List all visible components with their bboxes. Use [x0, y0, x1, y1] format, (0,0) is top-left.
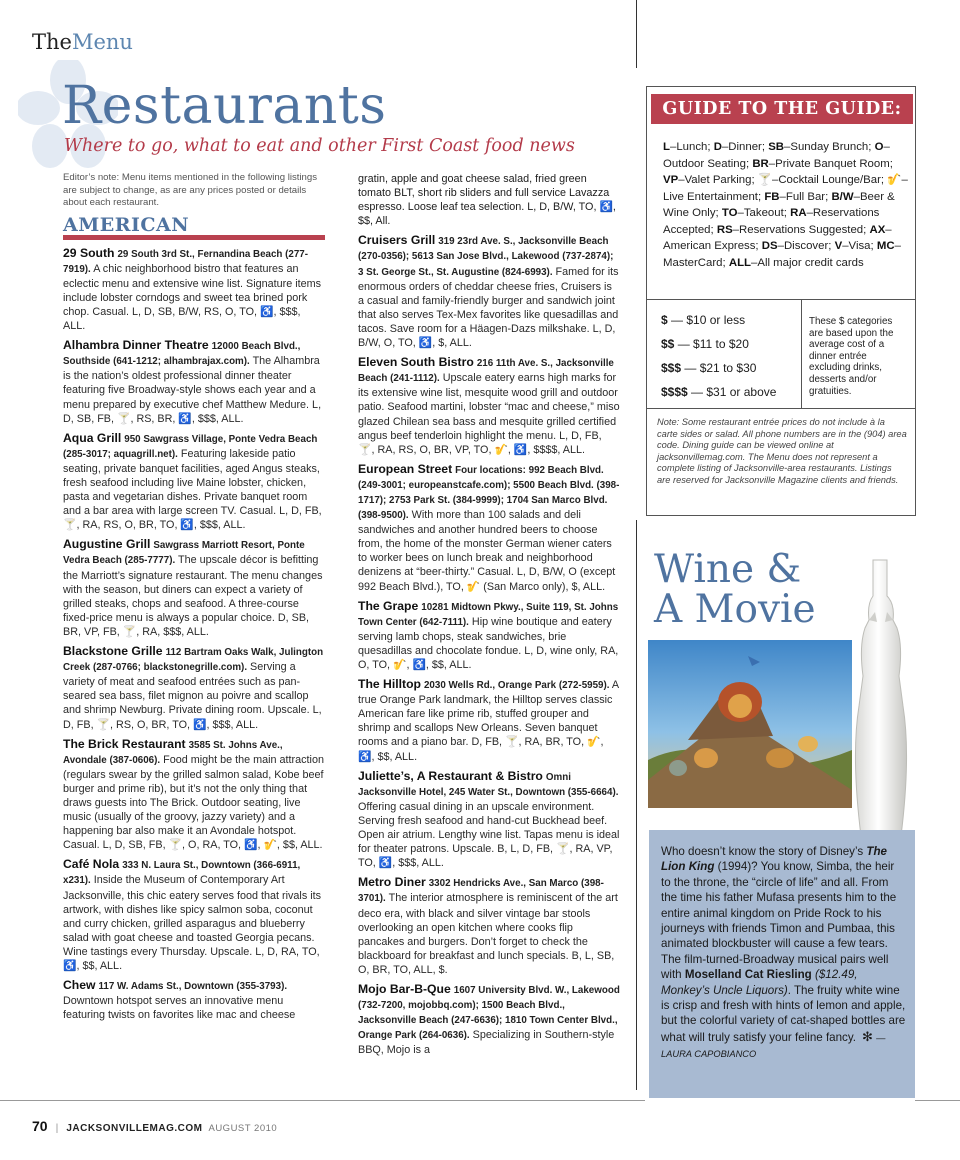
restaurant-address: 216 11th Ave. S., Jacksonville Beach (241-1112). [358, 358, 614, 385]
restaurant-description: Food might be the main attraction (regulars swear by the grilled salmon salad, Kobe beef burger and prime rib), but it’s not the only thing that draws guests into The Brick. Outdoor seating, live music (usually of the groovy, jazzy variety) and a happening bar also make it an Avondale hotspot. Casual. L, D, SB, FB, 🍸, O, RA, TO, ♿, 🎷, $$, ALL. [63, 753, 324, 852]
section-label: TheMenu [32, 30, 133, 54]
restaurant-address: Omni Jacksonville Hotel, 245 Water St., Downtown (355-6664). [358, 771, 619, 798]
price-range: — $11 to $20 [677, 337, 749, 351]
price-symbol: $$$ [661, 361, 682, 375]
restaurant-name: Augustine Grill [63, 537, 151, 552]
page-number: 70 [32, 1118, 48, 1134]
restaurant-name: Mojo Bar-B-Que [358, 981, 451, 996]
legend-code: 🍸 [757, 174, 772, 186]
price-row [661, 356, 803, 380]
legend-label: Sunday Brunch [790, 141, 869, 153]
restaurant-list [358, 233, 620, 1057]
restaurant-address: 3585 St. Johns Ave., Avondale (387-0606). [63, 739, 283, 766]
restaurant-entry [63, 338, 325, 426]
restaurant-entry [63, 246, 325, 334]
legend-label: Private Banquet Room [775, 157, 890, 170]
price-symbol: $$ [661, 337, 675, 351]
restaurant-entry [63, 537, 325, 639]
price-range: — $31 or above [691, 385, 777, 399]
editors-note: Editor’s note: Menu items mentioned in the following listings are subject to change, as are any prices posted or details about each restaurant. [63, 172, 318, 208]
price-row [661, 380, 803, 404]
legend-label: MasterCard [663, 256, 723, 269]
byline: —LAURA CAPOBIANCO [661, 1032, 886, 1060]
legend-item: RS–Reservations Suggested [716, 223, 864, 236]
restaurant-description: With more than 100 salads and deli sandwiches and another hundred beers to choose from, the home of the monster German wiener caters to worker bees on lunch break and neighborhood denizens at “beer-thirty.” Casual. L, D, B/W, O (except 992 Beach Blvd.), TO, 🎷 (San Marco only), $, ALL. [358, 509, 616, 593]
restaurant-entry [358, 599, 620, 672]
legend-item: 🎷–Live Entertainment [663, 174, 908, 203]
restaurant-entry [358, 769, 620, 871]
restaurant-name: Café Nola [63, 857, 120, 872]
issue-date: AUGUST 2010 [208, 1123, 278, 1134]
legend-item: ALL–All major credit cards [728, 256, 864, 269]
price-list [661, 308, 803, 404]
restaurant-entry [63, 857, 325, 973]
restaurant-address: 3302 Hendricks Ave., San Marco (398-3701). [358, 878, 604, 905]
legend-label: Outdoor Seating [663, 157, 746, 170]
restaurant-name: Aqua Grill [63, 430, 122, 445]
legend-item: L–Lunch [663, 141, 708, 153]
guide-legend: L–Lunch; D–Dinner; SB–Sunday Brunch; O–Outdoor Seating; BR–Private Banquet Room; VP–Valet Parking; 🍸–Cocktail Lounge/Bar; 🎷–Live Entertainment; FB–Full Bar; B/W–Beer & Wine Only; TO–Takeout; RA–Reservations Accepted; RS–Reservations Suggested; AX–American Express; DS–Discover; V–Visa; MC–MasterCard; ALL–All major credit cards [663, 141, 908, 269]
restaurant-list [63, 246, 325, 1023]
legend-code: 🎷 [887, 174, 902, 186]
legend-label: Cocktail Lounge/Bar [778, 174, 881, 186]
wine-bottle-image [845, 556, 917, 842]
restaurant-entry [63, 978, 325, 1022]
price-key [647, 299, 915, 409]
restaurant-name: Juliette’s, A Restaurant & Bistro [358, 768, 543, 783]
legend-code: VP [663, 174, 679, 186]
restaurant-name: Eleven South Bistro [358, 355, 474, 370]
price-row [661, 308, 803, 332]
feature-title: Wine & A Movie [654, 547, 816, 632]
restaurant-address: 2030 Wells Rd., Orange Park (272-5959). [423, 680, 610, 692]
restaurant-address: 12000 Beach Blvd., Southside (641-1212; alhambrajax.com). [63, 341, 301, 368]
restaurant-description: A chic neighborhood bistro that features an eclectic menu and extensive wine list. Signature items include lobster corndogs and sweet tea brined pork chop. Casual. L, D, SB, B/W, RS, O, TO, ♿, $$$, ALL. [63, 262, 322, 333]
legend-code: O [874, 141, 884, 153]
legend-item: O–Outdoor Seating [663, 141, 890, 170]
restaurant-description: Offering casual dining in an upscale environment. Serving fresh seafood and hand-cut Buckhead beef. Open air atrium. Lengthy wine list. Tapas menu is ideal for theater patrons. Upscale. B, L, D, FB, 🍸, RA, VP, TO, ♿, $$$, ALL. [358, 800, 620, 870]
restaurant-address: 10281 Midtown Pkwy., Suite 119, St. Johns Town Center (642-7111). [358, 601, 619, 628]
restaurant-entry [63, 644, 325, 732]
restaurant-entry [358, 982, 620, 1057]
restaurant-name: Chew [63, 978, 96, 993]
restaurant-name: European Street [358, 461, 453, 476]
price-row [661, 332, 803, 356]
listing-column-2 [358, 172, 620, 1062]
restaurant-description: Upscale eatery earns high marks for its extensive wine list, mesquite wood grill and outdoor patio. Seafood martini, lobster “mac and cheese,” miso glazed Chilean sea bass and mesquite grilled certified angus beef tenderloin highlight the menu. L, D, FB, 🍸, RA, RS, O, BR, VP, TO, 🎷, ♿, $$$$, ALL. [358, 372, 620, 456]
legend-item: TO–Takeout [721, 207, 784, 219]
restaurant-name: The Grape [358, 598, 419, 613]
top-divider [636, 0, 637, 68]
legend-label: Beer & Wine Only [663, 190, 895, 219]
restaurant-description: The Alhambra is the nation’s oldest professional dinner theater featuring five Broadway-style shows each year and a menu prepared by executive chef Matthew Medure. L, D, SB, FB, 🍸, RS, BR, ♿, $$$, ALL. [63, 355, 322, 425]
restaurant-address: 117 W. Adams St., Downtown (355-3793). [98, 981, 288, 993]
legend-code: FB [764, 190, 780, 203]
restaurant-entry [63, 737, 325, 853]
legend-code: RS [716, 223, 733, 236]
restaurant-address: Sawgrass Marriott Resort, Ponte Vedra Beach (285-7777). [63, 540, 305, 567]
restaurant-address: 319 23rd Ave. S., Jacksonville Beach (270-0356); 5613 San Jose Blvd., Lakewood (737-2874); 3 St. George St., St. Augustine (824-6993). [358, 236, 614, 278]
legend-code: B/W [831, 190, 854, 203]
legend-item: RA–Reservations Accepted [663, 207, 880, 236]
restaurant-address: 112 Bartram Oaks Walk, Julington Creek (287-0766; blackstonegrille.com). [63, 647, 324, 674]
restaurant-description: Inside the Museum of Contemporary Art Jacksonville, this chic eatery serves food that rivals its artwork, with dishes like spicy salmon soba, coconut and curry chicken, grilled asparagus and blueberry salad with goat cheese and toasted Georgia pecans. Wine tastings every Thursday. Upscale. L, D, RA, TO, ♿, $$, ALL. [63, 874, 322, 972]
legend-code: D [713, 141, 722, 153]
legend-item: MC–MasterCard [663, 240, 901, 269]
restaurant-entry [358, 462, 620, 594]
restaurant-description: The upscale décor is befitting the Marriott’s signature restaurant. The menu changes with the season, but diners can expect a variety of grilled steaks, chops and seafood. A three-course fixed-price menu is always a popular choice. D, SB, BR, VP, FB, 🍸, RA, $$$, ALL. [63, 554, 323, 638]
page-subtitle: Where to go, what to eat and other First Coast food news [64, 136, 575, 156]
restaurant-address: 1607 University Blvd. W., Lakewood (732-7200, mojobbq.com); 1500 Beach Blvd., Jacksonville Beach (247-6636); 1810 Town Center Blvd., Orange Park (264-0636). [358, 984, 620, 1042]
category-heading: AMERICAN [63, 218, 325, 240]
legend-code: MC [876, 240, 895, 252]
lion-king-image [648, 640, 852, 808]
restaurant-address: 950 Sawgrass Village, Ponte Vedra Beach (285-3017; aquagrill.net). [63, 433, 318, 460]
restaurant-description: A true Orange Park landmark, the Hilltop serves classic American fare like prime rib, stuffed grouper and shrimp and scallops New Orleans. Seven banquet rooms and a piano bar. D, FB, 🍸, RA, BR, TO, 🎷, ♿, $$, ALL. [358, 679, 619, 763]
feature-body: Who doesn’t know the story of Disney’s The Lion King (1994)? You know, Simba, the heir to the throne, the “circle of life” and all. From the time his father Mufasa presents him to the entire animal kingdom on Pride Rock to his journeys with friends Timon and Pumbaa, this animated blockbuster will cause a few tears. The film-turned-Broadway musical pairs well with Moselland Cat Riesling ($12.49, Monkey’s Uncle Liquors). The fruity white wine is crisp and fresh with hints of lemon and apple, but the colorful variety of cat-shaped bottles are what will truly satisfy your feline fancy. ✻ —LAURA CAPOBIANCO [661, 845, 906, 1060]
legend-item: B/W–Beer & Wine Only [663, 190, 895, 219]
restaurant-address: 29 South 3rd St., Fernandina Beach (277-7919). [63, 248, 309, 275]
restaurant-address: Four locations: 992 Beach Blvd. (249-3001; europeanstcafe.com); 5500 Beach Blvd. (398-1717); 2753 Park St. (384-9999); 1704 San Marco Blvd. (398-9500). [358, 464, 620, 522]
restaurant-name: Cruisers Grill [358, 233, 436, 248]
listing-column-1 [63, 172, 325, 1027]
page-title: Restaurants [62, 76, 387, 136]
price-symbol: $ [661, 313, 668, 327]
legend-code: AX [869, 223, 886, 236]
restaurant-description: Hip wine boutique and eatery serving lamb chops, steak sandwiches, brie quesadillas and chocolate fondue. L, D, wine only, RA, O, TO, 🎷, ♿, $$, ALL. [358, 615, 619, 671]
restaurant-description: Featuring lakeside patio seating, private banquet facilities, aged Angus steaks, fresh seafood including live Maine lobster, chicken, pasta and vegetarian dishes. Private banquet room and a bar area with large screen TV. Casual. L, D, FB, 🍸, RA, RS, O, BR, TO, ♿, $$$, ALL. [63, 447, 322, 532]
carryover-text: gratin, apple and goat cheese salad, fried green tomato BLT, short rib sliders and full service Lavazza espresso. Loose leaf tea selection. L, D, B/W, TO, ♿, $$, All. [358, 173, 616, 228]
restaurant-name: Blackstone Grille [63, 644, 163, 659]
restaurant-entry [358, 677, 620, 764]
legend-label: Live Entertainment [663, 190, 758, 203]
restaurant-description: Downtown hotspot serves an innovative menu featuring twists on favorites like mac and cheese [63, 995, 296, 1022]
price-range: — $10 or less [671, 313, 746, 327]
restaurant-name: The Hilltop [358, 677, 421, 692]
restaurant-entry [63, 431, 325, 533]
legend-label: Lunch [676, 141, 708, 153]
legend-label: Valet Parking [684, 174, 752, 186]
legend-code: DS [761, 240, 778, 252]
end-mark-icon: ✻ [862, 1028, 873, 1044]
website: JACKSONVILLEMAG.COM [66, 1123, 203, 1134]
legend-item: DS–Discover [761, 240, 829, 252]
price-divider [801, 300, 802, 408]
legend-item: SB–Sunday Brunch [768, 141, 869, 153]
legend-label: American Express [663, 240, 756, 252]
legend-item: V–Visa [834, 240, 871, 252]
restaurant-name: Metro Diner [358, 875, 426, 890]
restaurant-description: Famed for its enormous orders of cheddar cheese fries, Cruisers is a casual and family-friendly burger and sandwich joint that also serves Tex-Mex favorites like quesadillas and tacos. Save room for a Häagen-Dazs milkshake. L, D, B/W, O, TO, ♿, $, ALL. [358, 265, 619, 350]
restaurant-name: Alhambra Dinner Theatre [63, 338, 209, 353]
restaurant-name: The Brick Restaurant [63, 736, 186, 751]
legend-code: V [834, 240, 843, 252]
legend-code: RA [790, 207, 807, 219]
legend-code: SB [768, 141, 785, 153]
legend-code: TO [721, 207, 738, 219]
legend-label: Visa [848, 240, 871, 252]
legend-label: Reservations Accepted [663, 207, 880, 236]
legend-item: 🍸–Cocktail Lounge/Bar [757, 174, 881, 186]
restaurant-address: 333 N. Laura St., Downtown (366-6911, x231). [63, 860, 301, 887]
price-range: — $21 to $30 [684, 361, 757, 375]
guide-disclaimer: Note: Some restaurant entrée prices do not include à la carte sides or salad. All phone numbers are in the (904) area code. Dining guide can be viewed online at jacksonvillemag.com. The Menu does not represent a complete listing of Jacksonville-area restaurants. Listings are reserved for Jacksonville Magazine clients and friends. [657, 417, 907, 485]
legend-code: L [663, 141, 670, 153]
legend-code: BR [752, 157, 769, 170]
restaurant-description: The interior atmosphere is reminiscent of the art deco era, with black and silver vintage bar stools overlooking an open kitchen where cooks flip pancakes and burgers. Don’t forget to check the blackboard for breakfast and lunch specials. B, L, SB, O, BR, TO, ALL, $. [358, 892, 618, 976]
guide-to-the-guide [646, 86, 916, 516]
restaurant-description: Serving a variety of meat and seafood entrées such as pan-seared sea bass, filet mignon au poivre and scallop and shrimp Newburg. Private dining room. Upscale. L, D, FB, 🍸, RS, O, BR, TO, ♿, $$$, ALL. [63, 661, 322, 731]
restaurant-entry [358, 355, 620, 457]
restaurant-entry [358, 875, 620, 977]
restaurant-description: Specializing in Southern-style BBQ, Mojo is a [358, 1029, 615, 1057]
legend-label: Takeout [743, 207, 784, 219]
legend-label: Discover [783, 240, 829, 252]
guide-heading: GUIDE TO THE GUIDE: [651, 94, 913, 124]
price-basis: These $ categories are based upon the average cost of a dinner entrée excluding drinks, desserts and/or gratuities. [809, 316, 894, 397]
legend-item: D–Dinner [713, 141, 762, 153]
legend-item: VP–Valet Parking [663, 174, 752, 186]
wine-and-movie-feature [645, 534, 915, 1102]
legend-label: Reservations Suggested [739, 223, 864, 236]
legend-item: FB–Full Bar [764, 190, 826, 203]
legend-label: Full Bar [785, 190, 826, 203]
legend-label: All major credit cards [757, 256, 864, 269]
restaurant-entry [358, 233, 620, 350]
page-footer: 70 | JACKSONVILLEMAG.COM AUGUST 2010 [32, 1118, 278, 1134]
legend-item: AX–American Express [663, 223, 892, 252]
column-divider [636, 520, 637, 1090]
legend-label: Dinner [728, 141, 762, 153]
legend-code: ALL [728, 256, 752, 269]
price-symbol: $$$$ [661, 385, 688, 399]
legend-item: BR–Private Banquet Room [752, 157, 890, 170]
restaurant-name: 29 South [63, 245, 115, 260]
